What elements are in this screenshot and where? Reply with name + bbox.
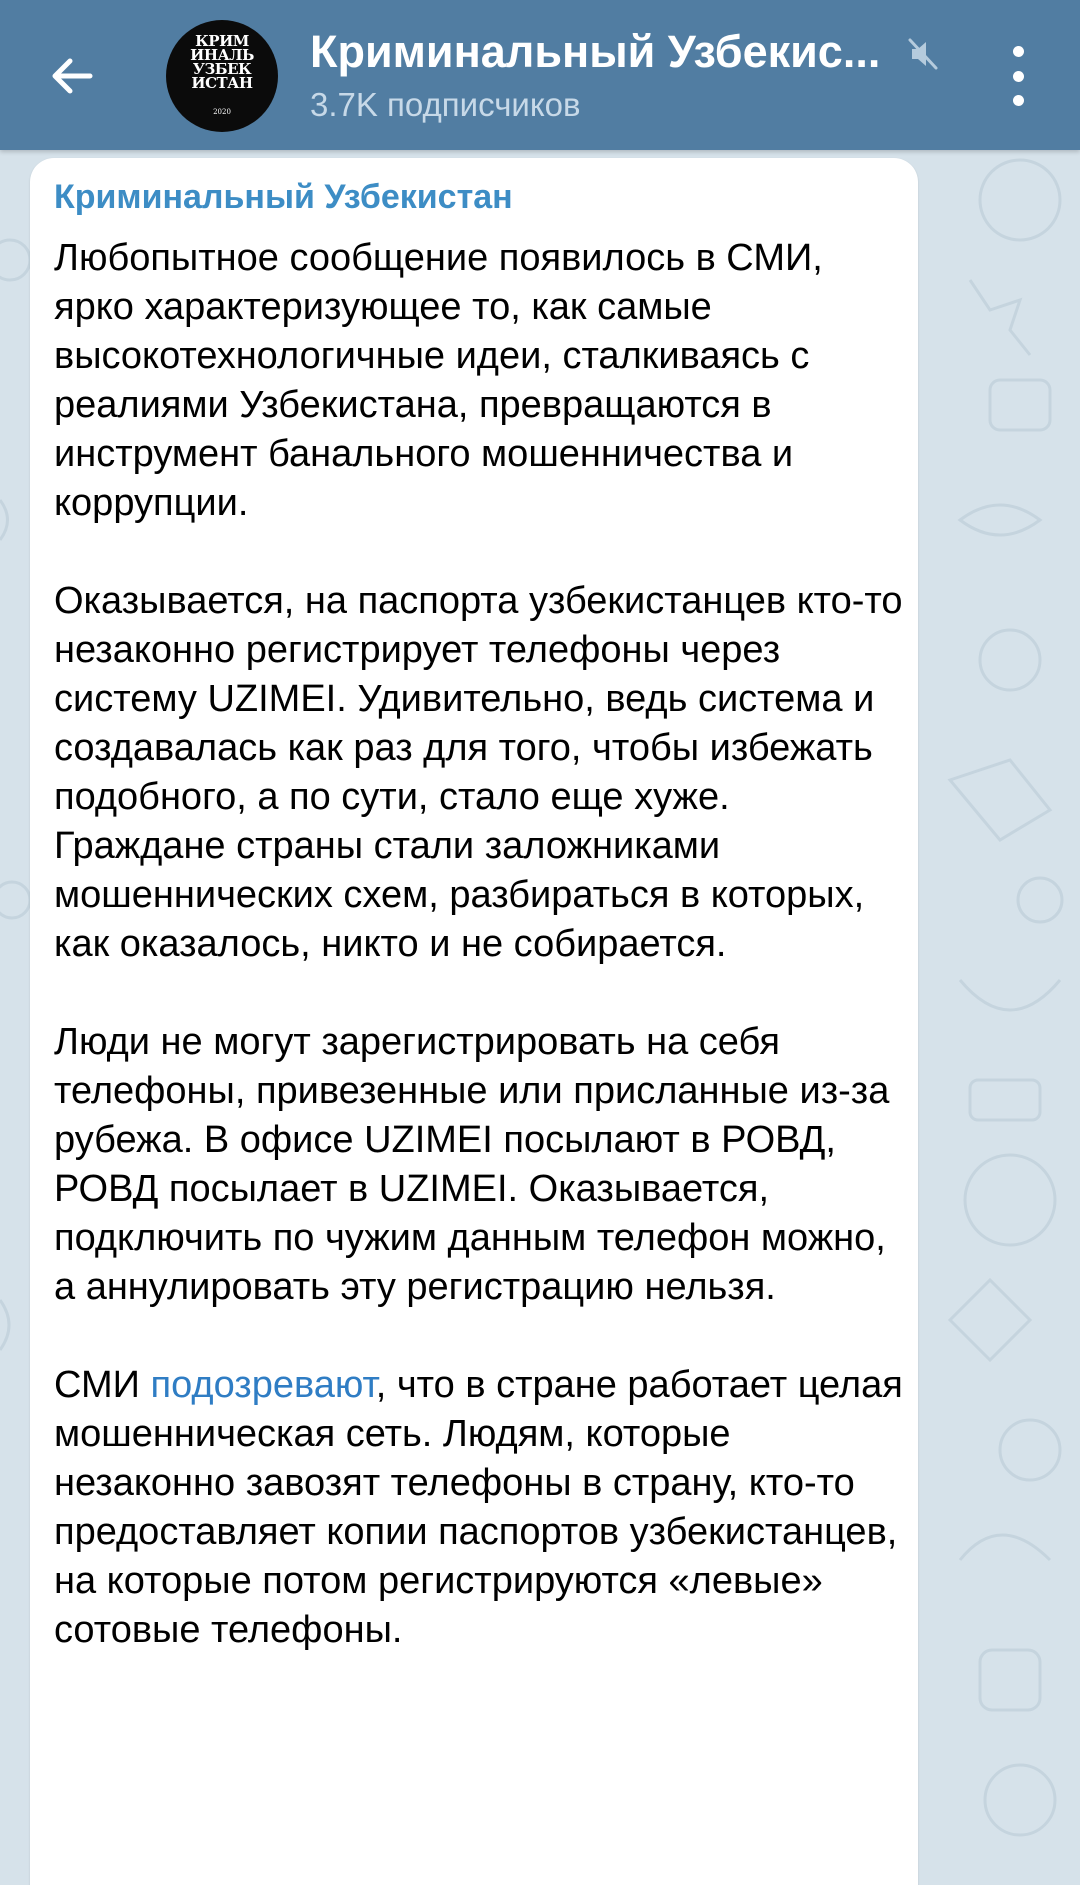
message-paragraph: Люди не могут зарегистрировать на себя телефоны, привезенные или присланные из-за рубежа. В офисе UZIMEI посылают в РОВД, РОВД посылает в UZIMEI. Оказывается, подключить по чужим данным телефон можно, а аннулировать эту регистрацию нельзя. (54, 1021, 890, 1308)
more-vertical-icon (1013, 46, 1024, 57)
channel-avatar[interactable] (166, 20, 278, 132)
more-options-button[interactable] (994, 46, 1042, 106)
avatar-year: 2020 (213, 108, 231, 116)
avatar-logo-text: КРИМ ИНАЛЬ УЗБЕК ИСТАН (190, 32, 254, 92)
muted-speaker-icon (906, 36, 942, 72)
message-link[interactable]: подозревают (150, 1364, 376, 1406)
back-button[interactable] (36, 40, 108, 112)
message-bubble[interactable] (30, 158, 918, 1885)
message-text (54, 234, 904, 1704)
message-paragraph: Любопытное сообщение появилось в СМИ, ярко характеризующее то, как самые высокотехнологичные идеи, сталкиваясь с реалиями Узбекистана, превращаются в инструмент банального мошенничества и коррупции. (54, 237, 823, 524)
back-arrow-icon (48, 52, 96, 100)
message-paragraph: Оказывается, на паспорта узбекистанцев кто-то незаконно регистрирует телефоны через систему UZIMEI. Удивительно, ведь система и создавалась как раз для того, чтобы избежать подобного, а по сути, стало еще хуже. Граждане страны стали заложниками мошеннических схем, разбираться в которых, как оказалось, никто и не собирается. (54, 580, 903, 965)
channel-title[interactable]: Криминальный Узбекис... (310, 26, 881, 77)
chat-header (0, 0, 1080, 150)
message-paragraph: СМИ подозревают, что в стране работает целая мошенническая сеть. Людям, которые незаконно завозят телефоны в страну, кто-то предоставляет копии паспортов узбекистанцев, на которые потом регистрируются «левые» сотовые телефоны. (54, 1364, 903, 1651)
subscriber-count: 3.7K подписчиков (310, 86, 581, 123)
message-sender: Криминальный Узбекистан (54, 178, 513, 216)
